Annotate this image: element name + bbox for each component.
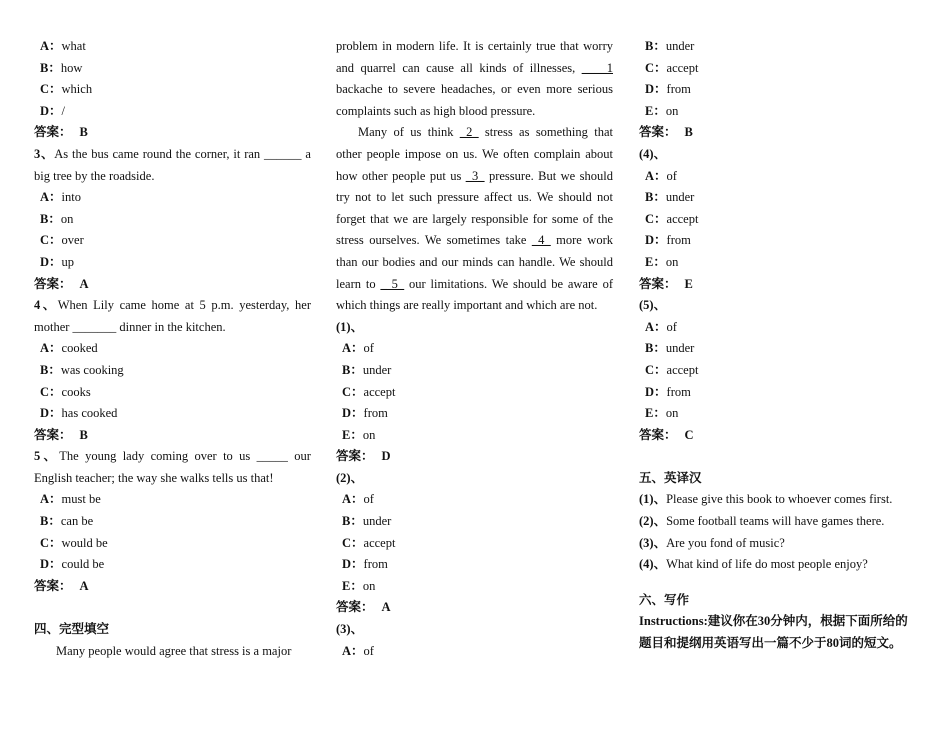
cloze-passage-start: Many people would agree that stress is a major bbox=[56, 643, 292, 658]
option-s5-c: C：accept bbox=[645, 362, 699, 377]
subquestion-4: (4)、 bbox=[639, 146, 667, 161]
option-s3-d: D：from bbox=[645, 82, 691, 97]
option-s5-e: E：on bbox=[645, 406, 679, 421]
option-q2-a: A：what bbox=[40, 39, 86, 53]
option-q5-d: D：could be bbox=[40, 557, 105, 572]
translation-item-2: (2)、Some football teams will have games there. bbox=[639, 514, 885, 529]
option-q3-a: A：into bbox=[40, 190, 81, 205]
option-s4-c: C：accept bbox=[645, 211, 699, 226]
option-q3-c: C：over bbox=[40, 233, 84, 248]
answer-s1: 答案： D bbox=[336, 449, 391, 464]
answer-q4: 答案： B bbox=[34, 427, 88, 442]
option-s1-a: A：of bbox=[342, 341, 374, 356]
blank-2: _2_ bbox=[459, 125, 479, 140]
blank-5: _ 5_ bbox=[380, 276, 405, 291]
option-q2-b: B：how bbox=[40, 60, 83, 75]
option-s4-e: E：on bbox=[645, 254, 679, 269]
spacer bbox=[639, 576, 911, 590]
option-s2-c: C：accept bbox=[342, 535, 396, 550]
question-5: 5、The young lady coming over to us _____ our English teacher; the way she walks tells us that! bbox=[34, 449, 311, 485]
subquestion-2: (2)、 bbox=[336, 470, 364, 485]
option-s3-e: E：on bbox=[645, 103, 679, 118]
subquestion-5: (5)、 bbox=[639, 298, 667, 313]
translation-item-3: (3)、Are you fond of music? bbox=[639, 535, 785, 550]
option-s3-b: B：under bbox=[645, 39, 695, 53]
option-s2-e: E：on bbox=[342, 578, 376, 593]
option-q3-d: D：up bbox=[40, 254, 75, 269]
option-s1-d: D：from bbox=[342, 406, 388, 421]
question-4: 4、When Lily came home at 5 p.m. yesterday, her mother _______ dinner in the kitchen. bbox=[34, 298, 311, 334]
option-s2-d: D：from bbox=[342, 557, 388, 572]
option-q5-b: B：can be bbox=[40, 514, 94, 529]
cloze-paragraph-2: Many of us think _2_ stress as something that other people impose on us. We often complain about how other people put us _3_ pressure. But we should try not to let such pressure affect us. We should not forget that we are largely responsible for some of the stress ourselves. We sometimes take _4_ more work than our bodies and our minds can handle. We should learn to _ 5_ our limitations. We should be aware of which things are really important and which are not. bbox=[336, 125, 614, 313]
option-q5-a: A：must be bbox=[40, 492, 101, 507]
option-s1-e: E：on bbox=[342, 427, 376, 442]
translation-item-4: (4)、What kind of life do most people enjoy? bbox=[639, 557, 868, 572]
option-q4-d: D：has cooked bbox=[40, 406, 118, 421]
blank-4: _4_ bbox=[531, 233, 551, 248]
option-s1-c: C：accept bbox=[342, 384, 396, 399]
option-s4-b: B：under bbox=[645, 190, 695, 205]
cloze-paragraph-1: problem in modern life. It is certainly true that worry and quarrel can cause all kinds of illnesses, ____1 backache to severe headaches, or even more serious complaints such as high blood pressure. bbox=[336, 39, 613, 118]
option-s1-b: B：under bbox=[342, 362, 392, 377]
option-s5-b: B：under bbox=[645, 341, 695, 356]
section-title-cloze: 四、完型填空 bbox=[34, 622, 110, 637]
option-s4-d: D：from bbox=[645, 233, 691, 248]
answer-q3: 答案： A bbox=[34, 276, 89, 291]
option-s3-a: A：of bbox=[342, 643, 374, 658]
subquestion-1: (1)、 bbox=[336, 319, 364, 334]
option-q4-c: C：cooks bbox=[40, 384, 91, 399]
answer-s5: 答案： C bbox=[639, 427, 694, 442]
option-q3-b: B：on bbox=[40, 211, 74, 226]
column-middle bbox=[336, 36, 613, 662]
blank-3: _3_ bbox=[465, 168, 485, 183]
option-q2-c: C：which bbox=[40, 82, 93, 97]
option-s3-c: C：accept bbox=[645, 60, 699, 75]
answer-s3: 答案： B bbox=[639, 125, 693, 140]
option-q4-b: B：was cooking bbox=[40, 362, 124, 377]
answer-s2: 答案： A bbox=[336, 600, 391, 615]
writing-instructions: Instructions:建议你在30分钟内，根据下面所给的题目和提纲用英语写出一篇不少于80词的短文。 bbox=[639, 614, 908, 651]
option-s5-a: A：of bbox=[645, 319, 677, 334]
spacer bbox=[34, 597, 311, 619]
translation-item-1: (1)、Please give this book to whoever comes first. bbox=[639, 492, 893, 507]
section-title-translation: 五、英译汉 bbox=[639, 470, 702, 485]
subquestion-3: (3)、 bbox=[336, 622, 364, 637]
option-s2-a: A：of bbox=[342, 492, 374, 507]
option-s2-b: B：under bbox=[342, 514, 392, 529]
column-left bbox=[34, 36, 311, 662]
option-q2-d: D：/ bbox=[40, 103, 66, 118]
option-s4-a: A：of bbox=[645, 168, 677, 183]
option-q4-a: A：cooked bbox=[40, 341, 98, 356]
question-3: 3、As the bus came round the corner, it ran ______ a big tree by the roadside. bbox=[34, 146, 311, 183]
column-right bbox=[639, 36, 911, 655]
answer-q2: 答案： B bbox=[34, 125, 88, 140]
spacer bbox=[639, 446, 911, 468]
blank-1: ____1 bbox=[581, 60, 613, 75]
option-s5-d: D：from bbox=[645, 384, 691, 399]
section-title-writing: 六、写作 bbox=[639, 592, 690, 607]
answer-q5: 答案： A bbox=[34, 578, 89, 593]
option-q5-c: C：would be bbox=[40, 535, 108, 550]
answer-s4: 答案： E bbox=[639, 276, 693, 291]
